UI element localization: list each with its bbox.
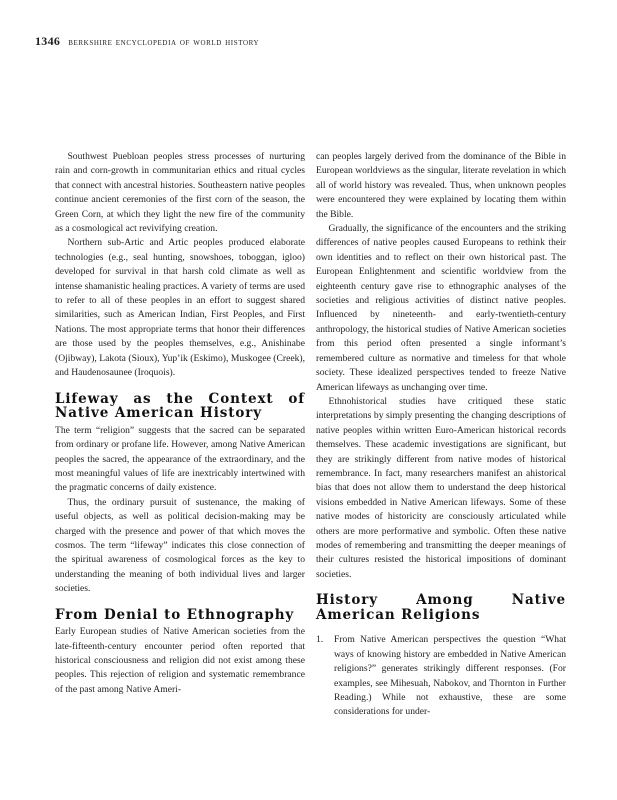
page-number: 1346 [35, 34, 61, 48]
paragraph: Ethnohistorical studies have critiqued these static interpretations by simply presenting the changing descriptions of native peoples within written Euro-American historical records themselves. These academic investigations are significant, but they are strikingly different from native modes of historical remembrance. In fact, many researchers manifest an ahistorical bias that does not allow them to understand the deep historical visions embedded in Native American lifeways. Some of these native modes of historicity are consciously articulated while others are more performative and symbolic. Often these native modes of remembering and transmitting the deeper meanings of their cultures resisted the historical impositions of dominant societies. [316, 395, 566, 580]
paragraph: Northern sub-Artic and Artic peoples produced elaborate technologies (e.g., seal hunting, snowshoes, toboggan, igloo) developed for survival in that harsh cold climate as well as intense shamanistic healing practices. A variety of terms are used to refer to all of these peoples in an effort to suggest shared similarities, such as American Indian, First Peoples, and First Nations. The most appropriate terms that honor their differences are those used by the peoples themselves, e.g., Anishinabe (Ojibway), Lakota (Sioux), Yup’ik (Eskimo), Muskogee (Creek), and Haudenosaunee (Iroquois). [55, 237, 305, 379]
list-item-number: 1. [316, 634, 324, 646]
section-heading-history-religions: History Among Native American Religions [316, 592, 566, 623]
paragraph: Thus, the ordinary pursuit of sustenance, the making of useful objects, as well as political decision-making may be charged with the presence and power of that which moves the cosmos. The term “lifeway” indicates this close connection of the spiritual awareness of cosmological forces as the key to understanding the meaning of both individual lives and larger societies. [55, 496, 305, 595]
list-item [316, 633, 566, 719]
right-column [316, 150, 566, 720]
paragraph: The term “religion” suggests that the sacred can be separated from ordinary or profane life. However, among Native American peoples the sacred, the appearance of the extraordinary, and the most meaningful values of life are inextricably intertwined with the pragmatic concerns of daily existence. [55, 424, 305, 494]
section-heading-denial-ethnography: From Denial to Ethnography [55, 606, 295, 623]
left-column [55, 150, 305, 697]
numbered-list [316, 633, 566, 719]
running-head [35, 34, 259, 49]
paragraph: Early European studies of Native American societies from the late-fifteenth-century encounter period often reported that historical consciousness and religion did not exist among these peoples. This rejection of religion and systematic remembrance of the past among Native Ameri- [55, 626, 305, 695]
list-item-text: From Native American perspectives the question “What ways of knowing history are embedded in Native American religions?” generates strikingly different responses. (For examples, see Mihesuah, Nabokov, and Thornton in Further Reading.) While not exhaustive, these are some considerations for under- [334, 634, 566, 718]
paragraph: Gradually, the significance of the encounters and the striking differences of native peoples caused Europeans to rethink their own identities and to reflect on their own historical past. The European Enlightenment and scientific worldview from the eighteenth century gave rise to ethnographic analyses of the societies and religious activities of distinct native peoples. Influenced by nineteenth- and early-twentieth-century anthropology, the historical studies of Native American societies from this period often presented a single informant’s remembered culture as normative and timeless for that whole society. These idealized perspectives tended to freeze Native American lifeways as unchanging over time. [316, 223, 566, 393]
section-heading-lifeway: Lifeway as the Context of Native American History [55, 390, 305, 422]
paragraph: Southwest Puebloan peoples stress processes of nurturing rain and corn-growth in communitarian ethics and ritual cycles that connect with ancestral histories. Southeastern native peoples continue ancient ceremonies of the first corn of the season, the Green Corn, at which they light the new fire of the community as a cosmological act revivifying creation. [55, 151, 305, 235]
paragraph: can peoples largely derived from the dominance of the Bible in European worldviews as the singular, literate revelation in which all of world history was revealed. Thus, when unknown peoples were encountered they were explained by locating them within the Bible. [316, 151, 566, 220]
publication-title: berkshire encyclopedia of world history [68, 37, 260, 48]
